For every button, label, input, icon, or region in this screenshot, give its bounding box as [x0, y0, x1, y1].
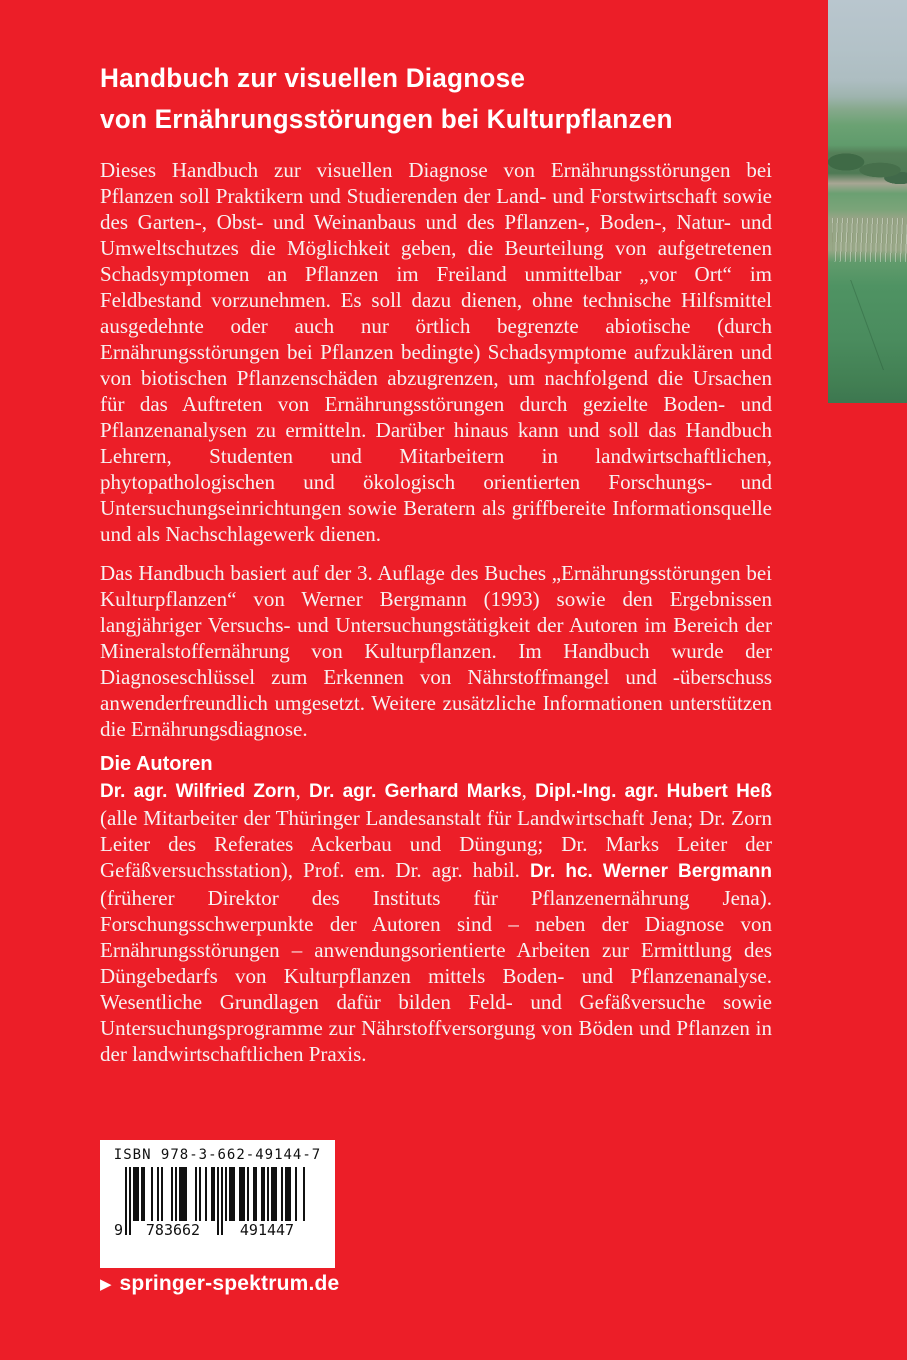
authors-text: ,: [521, 778, 536, 802]
cover-text-column: [100, 58, 772, 1067]
publisher-url: springer-spektrum.de: [119, 1272, 340, 1295]
authors-text: (alle Mitarbeiter der Thüringer Landesanstalt für Landwirtschaft Jena; Dr. Zorn Leiter des Referates Ackerbau und Düngung; Dr. Marks Leiter der Gefäßversuchsstation), Prof. em. Dr. agr. habil.: [100, 806, 772, 882]
author-name-bergmann: Dr. hc. Werner Bergmann: [529, 861, 772, 882]
title-line-2: von Ernährungsstörungen bei Kulturpflanzen: [100, 104, 673, 134]
publisher-logo: [100, 1272, 339, 1296]
isbn-label: ISBN 978-3-662-49144-7: [113, 1147, 322, 1163]
isbn-barcode-box: [100, 1140, 335, 1268]
ean13-barcode-icon: [113, 1167, 323, 1241]
authors-text: ,: [295, 778, 309, 802]
triangle-arrow-icon: ▶: [100, 1275, 112, 1293]
barcode-digits-group-1: 783662: [145, 1221, 200, 1239]
description-paragraph-1: Dieses Handbuch zur visuellen Diagnose von Ernährungsstörungen bei Pflanzen soll Praktikern und Studierenden der Land- und Forstwirtschaft sowie des Garten-, Obst- und Weinanbaus und des Pflanzen-, Boden-, Natur- und Umweltschutzes die Möglichkeit geben, die Beurteilung von aufgetretenen Schadsymptomen an Pflanzen im Freiland unmittelbar „vor Ort“ im Feldbestand vorzunehmen. Es soll dazu dienen, ohne technische Hilfsmittel ausgedehnte oder auch nur örtlich begrenzte abiotische (durch Ernährungsstörungen bei Pflanzen bedingte) Schadsymptome aufzuklären und von biotischen Pflanzenschäden abzugrenzen, um nachfolgend die Ursachen für das Auftreten von Ernährungsstörungen durch gezielte Boden- und Pflanzenanalysen zu ermitteln. Darüber hinaus kann und soll das Handbuch Lehrern, Studenten und Mitarbeitern in landwirtschaftlichen, phytopathologischen und ökologisch orientierten Forschungs- und Untersuchungseinrichtungen sowie Beratern als griffbereite Informationsquelle und als Nachschlagewerk dienen.: [100, 158, 772, 546]
author-name-hess: Dipl.-Ing. agr. Hubert Heß: [535, 781, 772, 802]
author-name-marks: Dr. agr. Gerhard Marks: [309, 781, 522, 802]
field-boundary-line: [828, 280, 907, 370]
author-name-zorn: Dr. agr. Wilfried Zorn: [100, 781, 296, 802]
aerial-farmland-photo: [828, 0, 907, 403]
plowed-field-furrows: [832, 218, 907, 262]
authors-paragraph: [100, 777, 772, 1067]
authors-heading: Die Autoren: [100, 753, 213, 775]
book-title: [100, 58, 752, 140]
barcode-digit-first: 9: [113, 1221, 123, 1239]
barcode-digits-group-2: 491447: [239, 1221, 294, 1239]
tree-line: [828, 148, 907, 188]
title-line-1: Handbuch zur visuellen Diagnose: [100, 63, 526, 93]
description-paragraph-2: Das Handbuch basiert auf der 3. Auflage des Buches „Ernährungsstörungen bei Kulturpflanzen“ von Werner Bergmann (1993) sowie den Ergebnissen langjähriger Versuchs- und Untersuchungstätigkeit der Autoren im Bereich der Mineralstoffernährung von Kulturpflanzen. Im Handbuch wurde der Diagnoseschlüssel zum Erkennen von Nährstoffmangel und -überschuss anwenderfreundlich umgesetzt. Weitere zusätzliche Informationen unterstützen die Ernährungsdiagnose.: [100, 561, 772, 741]
authors-text: (früherer Direktor des Instituts für Pflanzenernährung Jena). Forschungsschwerpunkte der Autoren sind – neben der Diagnose von Ernährungsstörungen – anwendungsorientierte Arbeiten zur Ermittlung des Düngebedarfs von Kulturpflanzen mittels Boden- und Pflanzenanalyse. Wesentliche Grundlagen dafür bilden Feld- und Gefäßversuche sowie Untersuchungsprogramme zur Nährstoffversorgung von Böden und Pflanzen in der landwirtschaftlichen Praxis.: [100, 886, 772, 1066]
